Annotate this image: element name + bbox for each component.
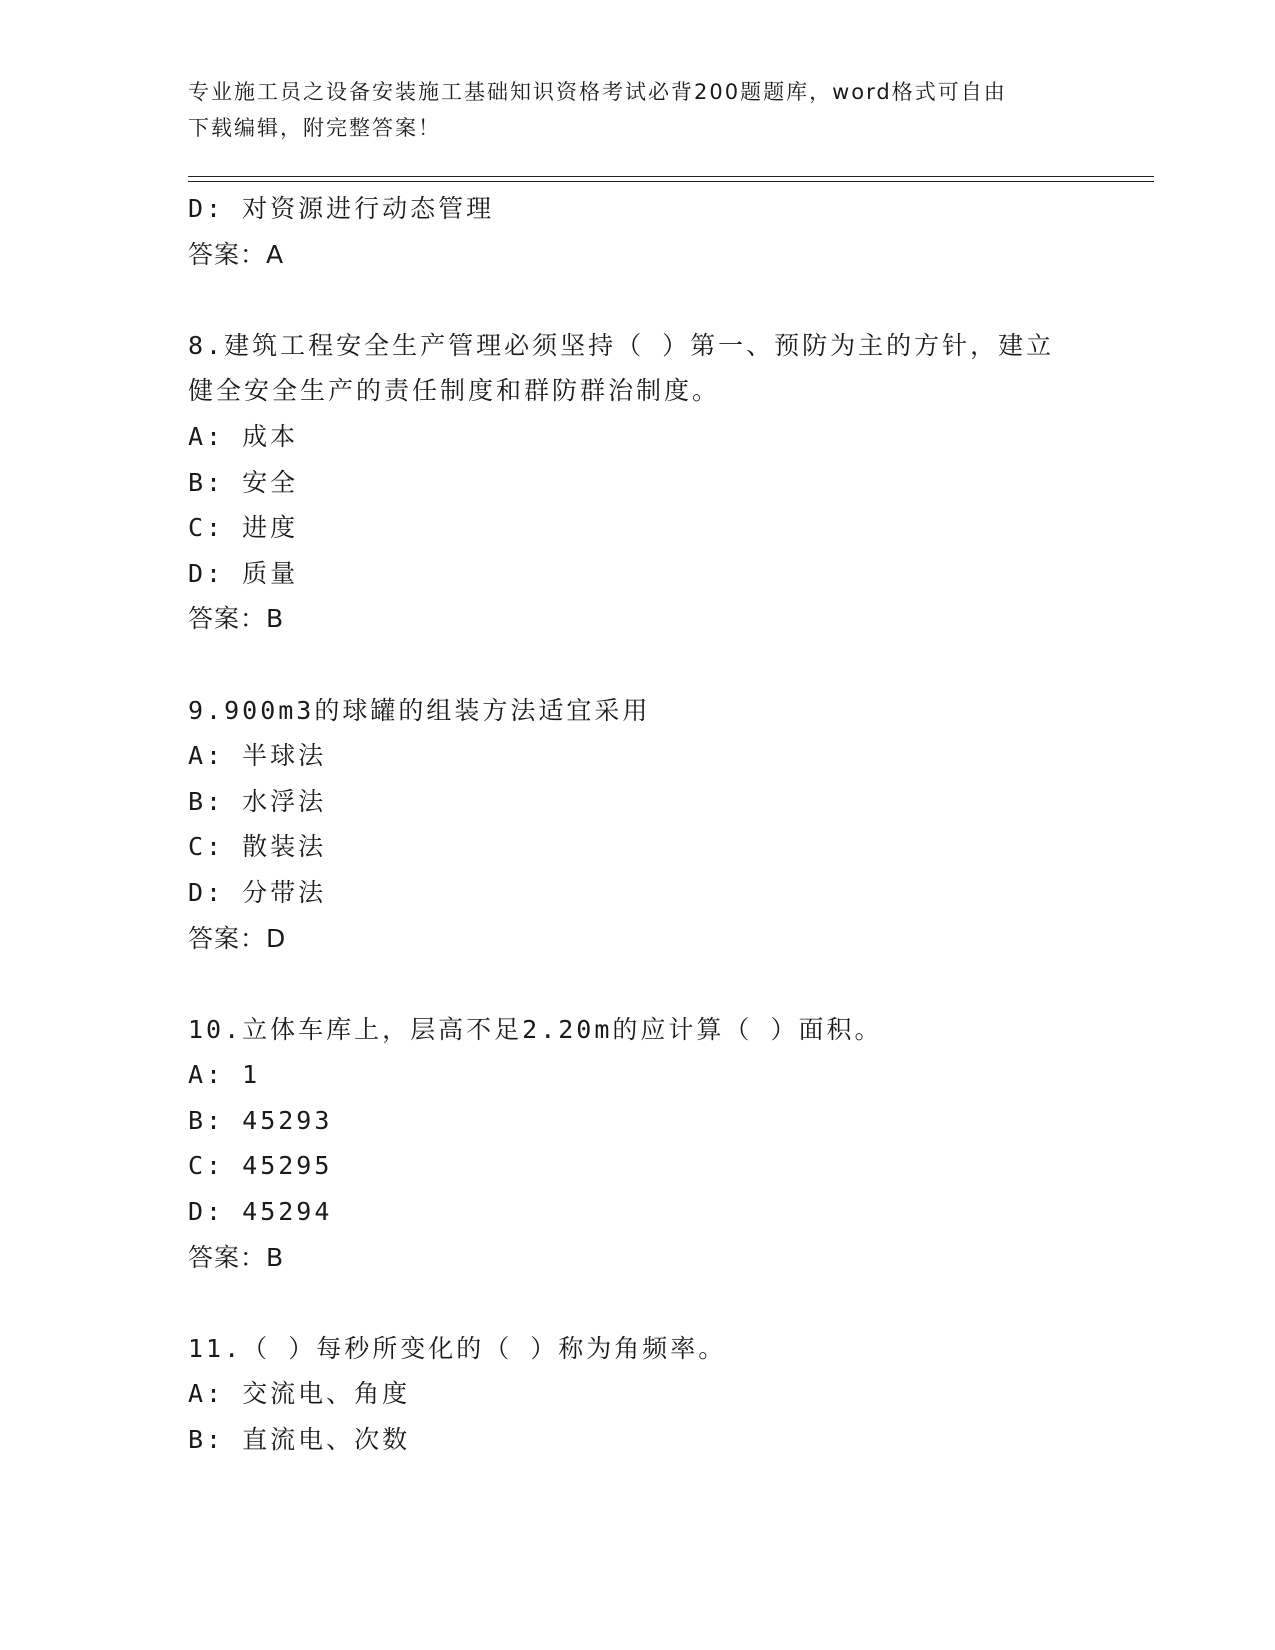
option-d: D: 分带法 xyxy=(188,877,327,907)
header-rule-bottom xyxy=(188,181,1154,182)
option-a: A: 半球法 xyxy=(188,741,327,771)
answer: 答案：B xyxy=(188,1242,285,1272)
stem-line: 9.900m3的球罐的组装方法适宜采用 xyxy=(188,695,651,725)
option-a: A: 1 xyxy=(188,1060,261,1090)
spacer xyxy=(188,1280,1088,1326)
option-d: D: 质量 xyxy=(188,558,299,588)
question-stem xyxy=(188,1326,1088,1372)
option-b: B: 水浮法 xyxy=(188,786,327,816)
option-b: B: 45293 xyxy=(188,1105,333,1135)
answer: 答案：B xyxy=(188,604,285,634)
option-a: A: 交流电、角度 xyxy=(188,1379,411,1409)
stem-line: 8.建筑工程安全生产管理必须坚持（ ）第一、预防为主的方针，建立 xyxy=(188,330,1055,360)
question-9 xyxy=(188,688,1088,962)
spacer xyxy=(188,277,1088,323)
question-11 xyxy=(188,1326,1088,1463)
answer: 答案：D xyxy=(188,923,287,953)
question-stem xyxy=(188,688,1088,734)
question-8 xyxy=(188,323,1088,642)
stem-line: 11.（ ）每秒所变化的（ ）称为角频率。 xyxy=(188,1333,727,1363)
stem-line: 健全安全生产的责任制度和群防群治制度。 xyxy=(188,376,721,406)
question-stem xyxy=(188,323,1088,414)
document-header xyxy=(188,74,1088,146)
option-a: A: 成本 xyxy=(188,421,299,451)
header-rule-top xyxy=(188,176,1154,177)
option-d: D: 45294 xyxy=(188,1197,333,1227)
option-b: B: 直流电、次数 xyxy=(188,1425,411,1455)
option-c: C: 45295 xyxy=(188,1151,333,1181)
spacer xyxy=(188,642,1088,688)
option-c: C: 散装法 xyxy=(188,832,327,862)
question-10 xyxy=(188,1007,1088,1281)
prev-answer: 答案：A xyxy=(188,239,285,269)
spacer xyxy=(188,961,1088,1007)
header-line-2: 下载编辑，附完整答案！ xyxy=(188,116,441,140)
question-stem xyxy=(188,1007,1088,1053)
header-line-1: 专业施工员之设备安装施工基础知识资格考试必背200题题库，word格式可自由 xyxy=(188,80,1007,104)
question-content xyxy=(188,186,1088,1463)
option-b: B: 安全 xyxy=(188,467,299,497)
option-c: C: 进度 xyxy=(188,513,299,543)
stem-line: 10.立体车库上，层高不足2.20m的应计算（ ）面积。 xyxy=(188,1014,883,1044)
prev-option-d: D: 对资源进行动态管理 xyxy=(188,194,495,223)
